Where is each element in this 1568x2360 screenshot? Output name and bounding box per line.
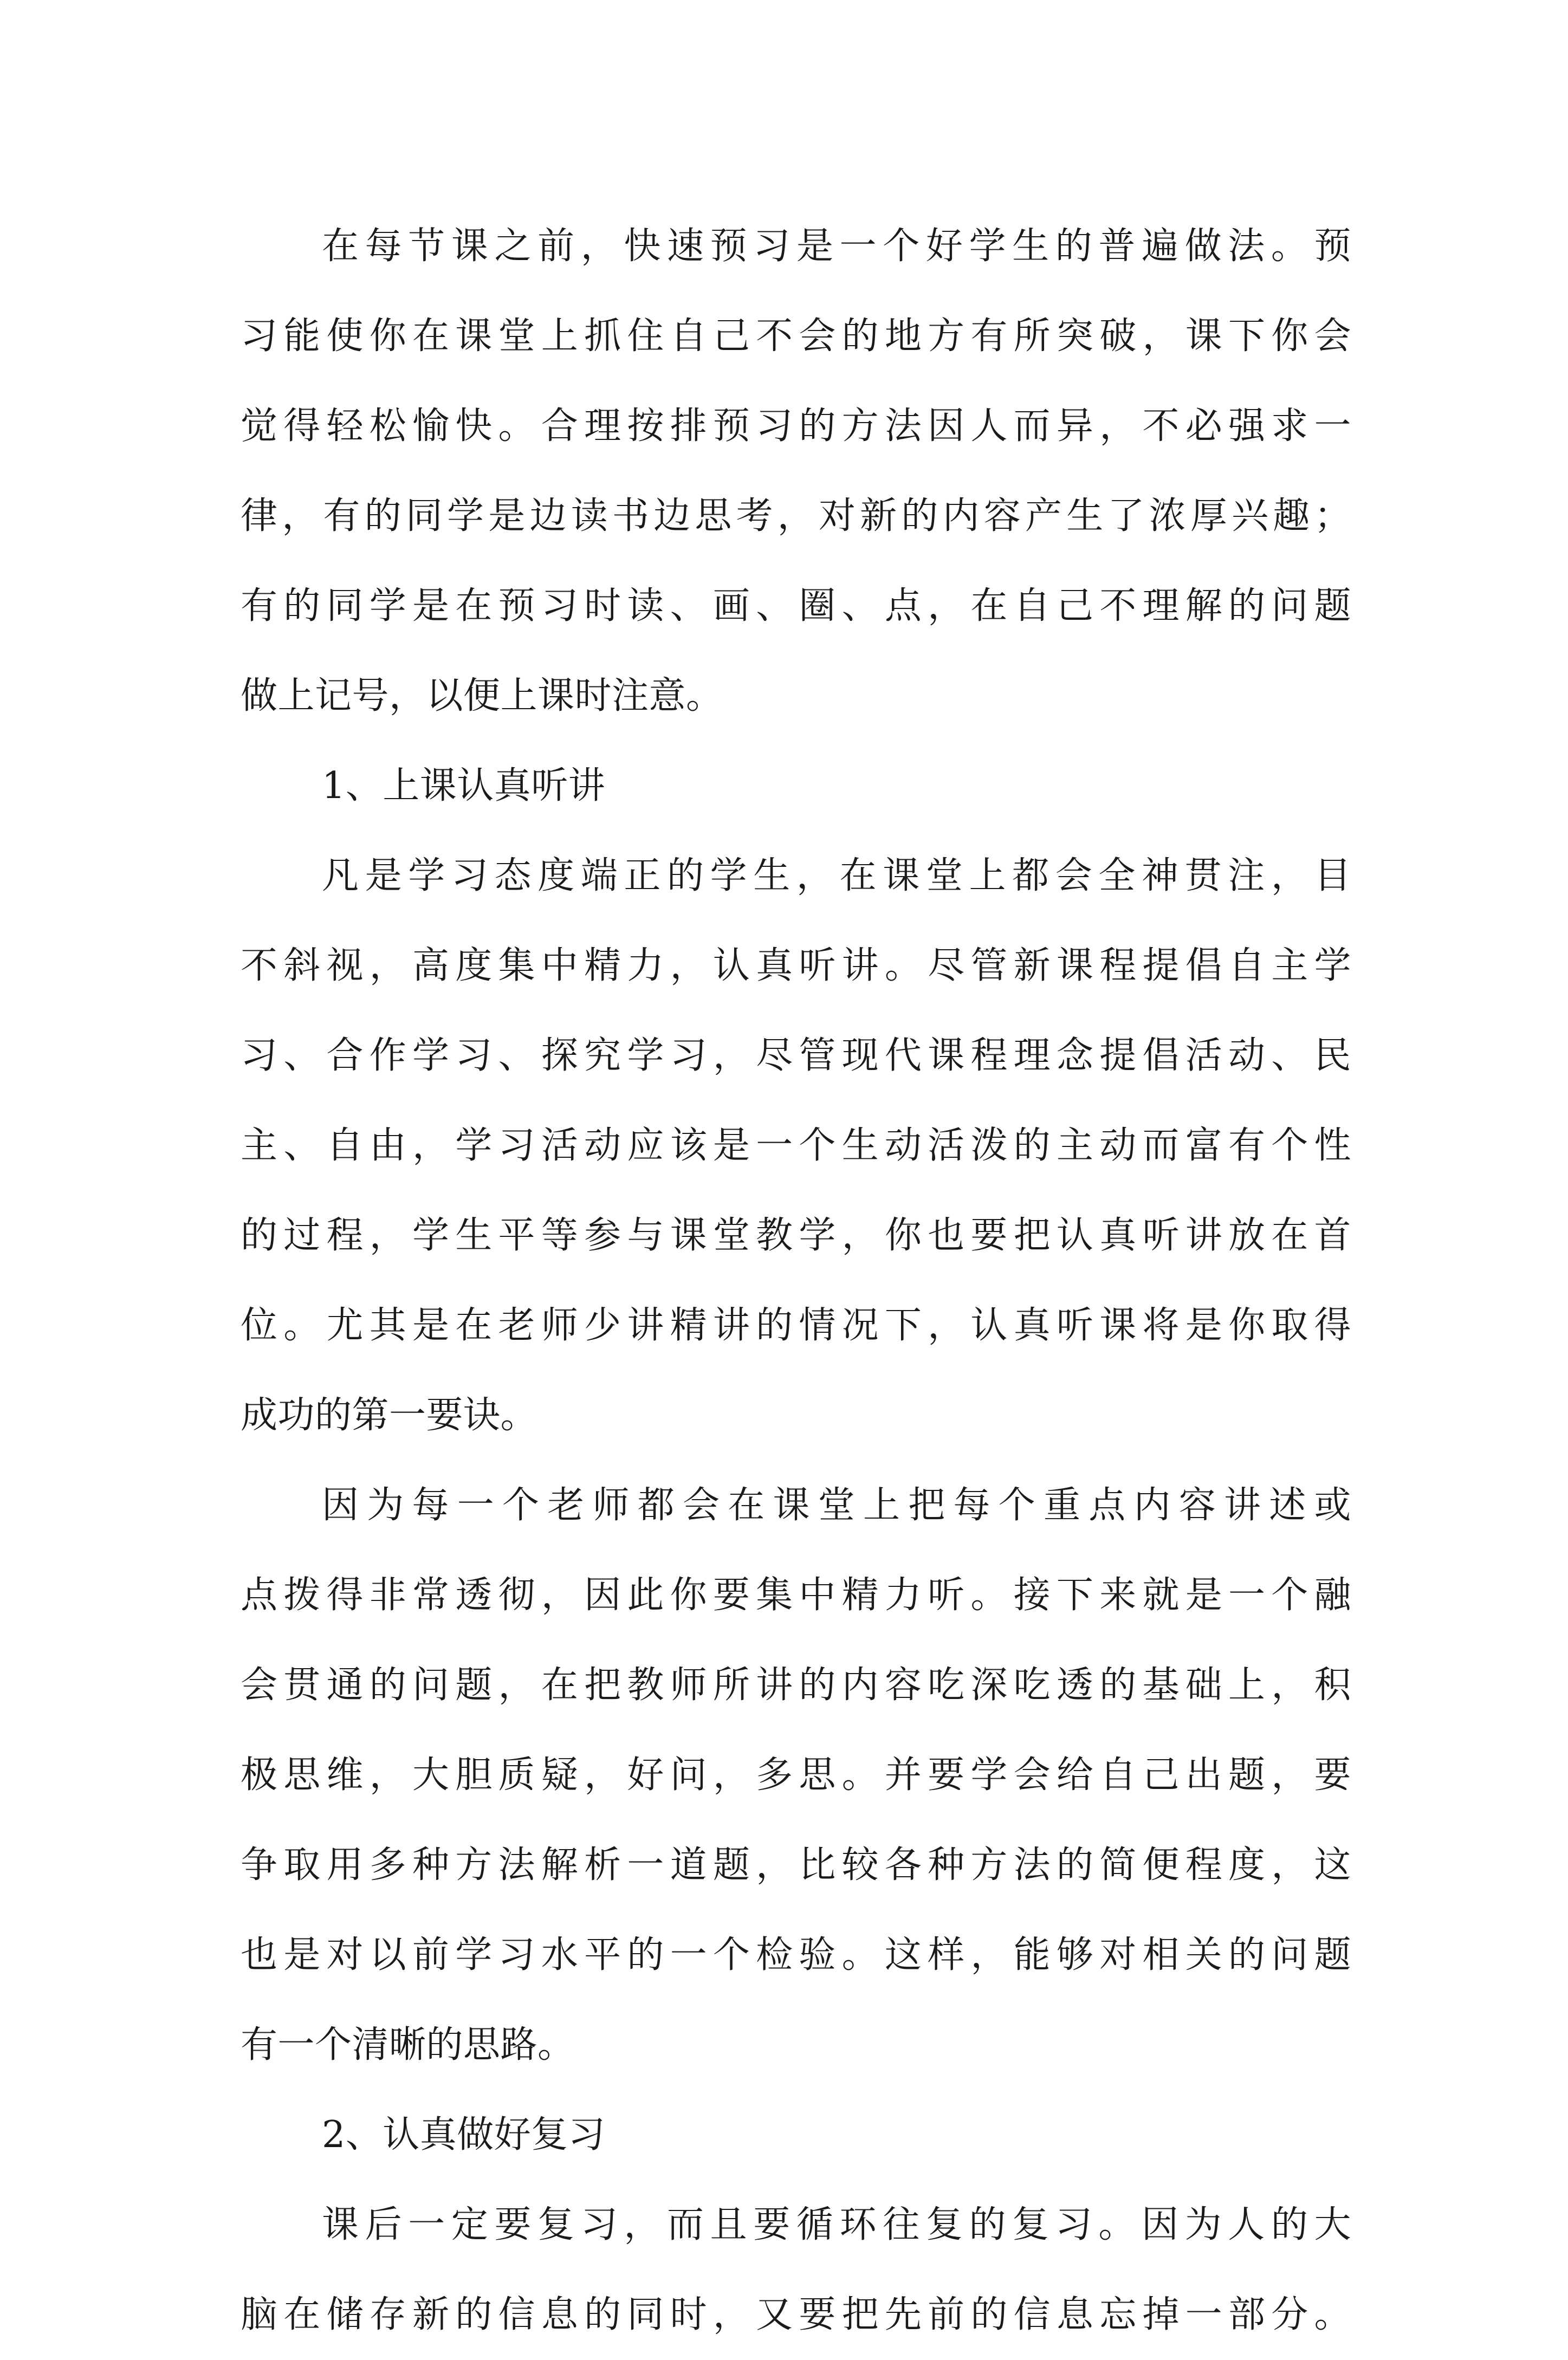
text-line: 有的同学是在预习时读、画、圈、点，在自己不理解的问题: [241, 585, 1351, 627]
text-line: 因为每一个老师都会在课堂上把每个重点内容讲述或: [322, 1484, 1351, 1527]
text-line: 点拨得非常透彻，因此你要集中精力听。接下来就是一个融: [241, 1574, 1351, 1617]
text-line: 2、认真做好复习: [322, 2113, 606, 2156]
text-line: 成功的第一要诀。: [241, 1394, 538, 1437]
text-line: 习、合作学习、探究学习，尽管现代课程理念提倡活动、民: [241, 1034, 1351, 1077]
text-line: 极思维，大胆质疑，好问，多思。并要学会给自己出题，要: [241, 1754, 1351, 1797]
text-line: 脑在储存新的信息的同时，又要把先前的信息忘掉一部分。: [241, 2293, 1351, 2336]
text-line: 会贯通的问题，在把教师所讲的内容吃深吃透的基础上，积: [241, 1664, 1351, 1707]
text-line: 主、自由，学习活动应该是一个生动活泼的主动而富有个性: [241, 1124, 1351, 1167]
document-body: [241, 202, 1351, 2360]
text-line: 的过程，学生平等参与课堂教学，你也要把认真听讲放在首: [241, 1214, 1351, 1257]
text-line: 1、上课认真听讲: [322, 764, 606, 807]
text-line: 做上记号，以便上课时注意。: [241, 675, 723, 717]
text-line: 律，有的同学是边读书边思考，对新的内容产生了浓厚兴趣；: [241, 495, 1351, 537]
text-line: 觉得轻松愉快。合理按排预习的方法因人而异，不必强求一: [241, 405, 1351, 448]
text-line: 不斜视，高度集中精力，认真听讲。尽管新课程提倡自主学: [241, 944, 1351, 987]
text-line: 习能使你在课堂上抓住自己不会的地方有所突破，课下你会: [241, 315, 1351, 358]
text-line: 课后一定要复习，而且要循环往复的复习。因为人的大: [322, 2203, 1351, 2246]
text-line: 有一个清晰的思路。: [241, 2024, 575, 2066]
text-line: 也是对以前学习水平的一个检验。这样，能够对相关的问题: [241, 1934, 1351, 1976]
text-line: 在每节课之前，快速预习是一个好学生的普遍做法。预: [322, 225, 1351, 268]
text-line: 争取用多种方法解析一道题，比较各种方法的简便程度，这: [241, 1844, 1351, 1886]
text-line: 凡是学习态度端正的学生，在课堂上都会全神贯注，目: [322, 854, 1351, 897]
text-line: 位。尤其是在老师少讲精讲的情况下，认真听课将是你取得: [241, 1304, 1351, 1347]
